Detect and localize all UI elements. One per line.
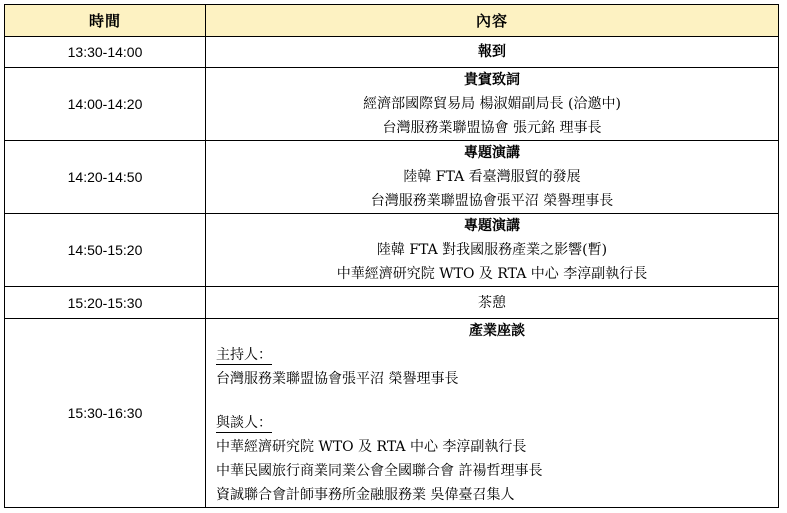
time-cell: 14:00-14:20 xyxy=(5,68,206,141)
table-row xyxy=(5,68,779,141)
session-detail: 台灣服務業聯盟協會 張元銘 理事長 xyxy=(382,120,602,136)
content-cell xyxy=(206,319,779,508)
host-label: 主持人： xyxy=(216,347,272,363)
panel-label-line xyxy=(216,411,778,435)
panelist: 中華經濟研究院 WTO 及 RTA 中心 李淳副執行長 xyxy=(216,439,527,455)
session-detail: 陸韓 FTA 對我國服務產業之影響(暫) xyxy=(376,242,608,258)
table-row xyxy=(5,319,779,508)
panelist: 中華民國旅行商業同業公會全國聯合會 許禓哲理事長 xyxy=(216,463,543,479)
session-detail: 台灣服務業聯盟協會張平沼 榮譽理事長 xyxy=(370,193,614,209)
session-detail: 陸韓 FTA 看臺灣服貿的發展 xyxy=(403,169,581,185)
content-cell xyxy=(206,141,779,214)
time-cell: 15:20-15:30 xyxy=(5,287,206,319)
time-cell: 14:50-15:20 xyxy=(5,214,206,287)
content-cell xyxy=(206,68,779,141)
session-detail: 經濟部國際貿易局 楊淑媚副局長 (洽邀中) xyxy=(363,96,621,112)
session-title: 貴賓致詞 xyxy=(464,72,520,88)
session-detail: 中華經濟研究院 WTO 及 RTA 中心 李淳副執行長 xyxy=(336,266,648,282)
time-column-header: 時間 xyxy=(5,5,206,37)
time-cell: 14:20-14:50 xyxy=(5,141,206,214)
agenda-table xyxy=(4,4,779,508)
content-cell xyxy=(206,287,779,319)
content-cell xyxy=(206,214,779,287)
spacer xyxy=(216,391,778,411)
table-row xyxy=(5,141,779,214)
host-label-line xyxy=(216,343,778,367)
table-row xyxy=(5,214,779,287)
table-row xyxy=(5,287,779,319)
session-title: 報到 xyxy=(478,44,506,60)
content-column-header: 內容 xyxy=(206,5,779,37)
panel-label: 與談人： xyxy=(216,415,272,431)
session-title: 專題演講 xyxy=(464,145,520,161)
session-title: 產業座談 xyxy=(469,323,525,339)
table-row xyxy=(5,37,779,68)
session-title: 專題演講 xyxy=(464,218,520,234)
panelist: 資誠聯合會計師事務所金融服務業 吳偉臺召集人 xyxy=(216,487,515,503)
host-name: 台灣服務業聯盟協會張平沼 榮譽理事長 xyxy=(216,371,459,387)
header-row xyxy=(5,5,779,37)
content-cell xyxy=(206,37,779,68)
time-cell: 13:30-14:00 xyxy=(5,37,206,68)
session-title: 茶憩 xyxy=(478,294,506,311)
time-cell: 15:30-16:30 xyxy=(5,319,206,508)
